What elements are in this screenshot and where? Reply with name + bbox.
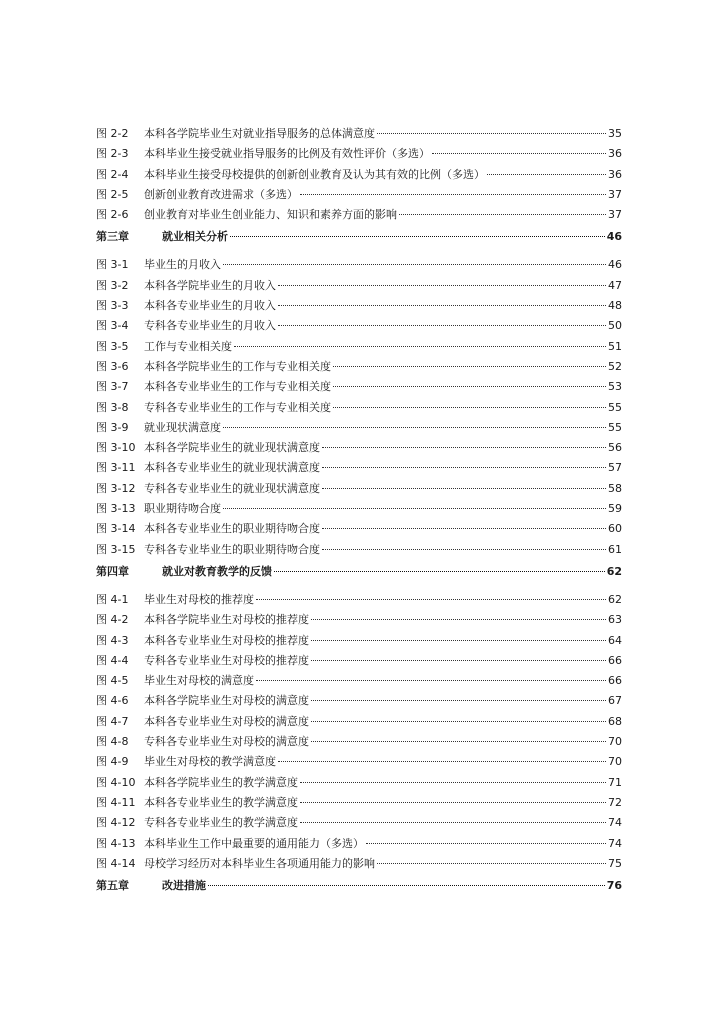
page-number: 61	[608, 542, 622, 556]
dot-leader	[333, 352, 606, 367]
page-number: 70	[608, 755, 622, 769]
page-number: 47	[608, 278, 622, 292]
page-number: 52	[608, 359, 622, 373]
page-number: 57	[608, 461, 622, 475]
entry-title: 就业对教育教学的反馈	[162, 564, 272, 578]
page-number: 55	[608, 420, 622, 434]
figure-label: 图 3-13	[96, 502, 136, 516]
dot-leader	[208, 871, 605, 886]
dot-leader	[311, 626, 606, 641]
entry-title: 专科各专业毕业生的职业期待吻合度	[144, 542, 320, 556]
entry-title: 本科各专业毕业生对母校的推荐度	[144, 633, 309, 647]
page-number: 62	[608, 592, 622, 606]
dot-leader	[322, 433, 606, 448]
dot-leader	[300, 808, 606, 823]
figure-label: 图 4-7	[96, 714, 129, 728]
page-number: 58	[608, 481, 622, 495]
dot-leader	[377, 119, 606, 134]
dot-leader	[256, 585, 606, 600]
chapter-label: 第三章	[96, 230, 129, 244]
entry-title: 本科各专业毕业生对母校的满意度	[144, 714, 309, 728]
entry-title: 本科毕业生工作中最重要的通用能力（多选）	[144, 836, 364, 850]
figure-label: 图 4-6	[96, 694, 129, 708]
entry-title: 专科各专业毕业生对母校的推荐度	[144, 653, 309, 667]
entry-title: 专科各专业毕业生的教学满意度	[144, 816, 298, 830]
dot-leader	[234, 332, 606, 347]
page-number: 67	[608, 694, 622, 708]
page-number: 74	[608, 836, 622, 850]
dot-leader	[366, 829, 606, 844]
toc-figure-entry[interactable]	[96, 538, 622, 558]
page-number: 46	[608, 258, 622, 272]
entry-title: 本科各学院毕业生对母校的推荐度	[144, 613, 309, 627]
dot-leader	[399, 200, 606, 215]
entry-title: 职业期待吻合度	[144, 502, 221, 516]
dot-leader	[432, 139, 606, 154]
entry-title: 母校学习经历对本科毕业生各项通用能力的影响	[144, 856, 375, 870]
figure-label: 图 3-4	[96, 319, 129, 333]
figure-label: 图 4-12	[96, 816, 136, 830]
entry-title: 本科各学院毕业生对就业指导服务的总体满意度	[144, 127, 375, 140]
dot-leader	[322, 474, 606, 489]
figure-label: 图 4-11	[96, 795, 136, 809]
page-number: 55	[608, 400, 622, 414]
figure-label: 图 3-14	[96, 522, 136, 536]
dot-leader	[274, 557, 605, 572]
dot-leader	[311, 605, 606, 620]
page-number: 76	[606, 879, 622, 893]
dot-leader	[300, 788, 606, 803]
page-number: 74	[608, 816, 622, 830]
entry-title: 专科各专业毕业生对母校的满意度	[144, 735, 309, 749]
figure-label: 图 4-1	[96, 592, 129, 606]
page-number: 72	[608, 795, 622, 809]
entry-title: 工作与专业相关度	[144, 339, 232, 353]
entry-title: 创新创业教育改进需求（多选）	[144, 187, 298, 201]
entry-title: 毕业生对母校的满意度	[144, 674, 254, 688]
table-of-contents	[96, 122, 622, 902]
dot-leader	[311, 727, 606, 742]
figure-label: 图 4-8	[96, 735, 129, 749]
figure-label: 图 3-11	[96, 461, 136, 475]
toc-chapter-entry[interactable]	[96, 872, 622, 902]
figure-label: 图 3-8	[96, 400, 129, 414]
entry-title: 毕业生对母校的教学满意度	[144, 755, 276, 769]
toc-chapter-entry[interactable]	[96, 223, 622, 253]
page-number: 56	[608, 441, 622, 455]
entry-title: 本科各专业毕业生的工作与专业相关度	[144, 380, 331, 394]
entry-title: 毕业生对母校的推荐度	[144, 592, 254, 606]
figure-label: 图 3-5	[96, 339, 129, 353]
figure-label: 图 4-14	[96, 856, 136, 870]
dot-leader	[223, 413, 606, 428]
dot-leader	[311, 707, 606, 722]
page-number: 75	[608, 856, 622, 870]
page-number: 64	[608, 633, 622, 647]
page-number: 35	[608, 127, 622, 140]
figure-label: 图 2-6	[96, 208, 129, 222]
figure-label: 图 2-4	[96, 167, 129, 181]
figure-label: 图 4-3	[96, 633, 129, 647]
entry-title: 本科毕业生接受就业指导服务的比例及有效性评价（多选）	[144, 147, 430, 161]
page-number: 63	[608, 613, 622, 627]
entry-title: 专科各专业毕业生的月收入	[144, 319, 276, 333]
figure-label: 图 3-9	[96, 420, 129, 434]
page-number: 71	[608, 775, 622, 789]
figure-label: 图 3-6	[96, 359, 129, 373]
dot-leader	[300, 180, 606, 195]
figure-label: 图 3-3	[96, 299, 129, 313]
page-number: 68	[608, 714, 622, 728]
page-number: 70	[608, 735, 622, 749]
page-number: 46	[606, 230, 622, 244]
figure-label: 图 4-5	[96, 674, 129, 688]
toc-chapter-entry[interactable]	[96, 558, 622, 588]
page-number: 50	[608, 319, 622, 333]
figure-label: 图 3-7	[96, 380, 129, 394]
figure-label: 图 3-10	[96, 441, 136, 455]
page-number: 66	[608, 653, 622, 667]
toc-figure-entry[interactable]	[96, 203, 622, 223]
figure-label: 图 3-2	[96, 278, 129, 292]
dot-leader	[300, 768, 606, 783]
dot-leader	[278, 747, 606, 762]
entry-title: 本科各学院毕业生的就业现状满意度	[144, 441, 320, 455]
page-number: 51	[608, 339, 622, 353]
page-number: 37	[608, 187, 622, 201]
entry-title: 专科各专业毕业生的工作与专业相关度	[144, 400, 331, 414]
entry-title: 就业相关分析	[162, 230, 228, 244]
page-number: 66	[608, 674, 622, 688]
figure-label: 图 4-10	[96, 775, 136, 789]
dot-leader	[278, 311, 606, 326]
dot-leader	[333, 372, 606, 387]
dot-leader	[223, 494, 606, 509]
chapter-label: 第四章	[96, 564, 129, 578]
page-number: 36	[608, 147, 622, 161]
dot-leader	[311, 686, 606, 701]
page-number: 59	[608, 502, 622, 516]
page-number: 37	[608, 208, 622, 222]
figure-label: 图 3-12	[96, 481, 136, 495]
figure-label: 图 2-2	[96, 127, 129, 140]
entry-title: 毕业生的月收入	[144, 258, 221, 272]
page-number: 60	[608, 522, 622, 536]
dot-leader	[377, 849, 606, 864]
figure-label: 图 2-3	[96, 147, 129, 161]
page-number: 48	[608, 299, 622, 313]
toc-figure-entry[interactable]	[96, 852, 622, 872]
page-number: 36	[608, 167, 622, 181]
entry-title: 本科各专业毕业生的教学满意度	[144, 795, 298, 809]
figure-label: 图 3-1	[96, 258, 129, 272]
figure-label: 图 4-9	[96, 755, 129, 769]
entry-title: 本科各学院毕业生对母校的满意度	[144, 694, 309, 708]
figure-label: 图 4-13	[96, 836, 136, 850]
entry-title: 本科毕业生接受母校提供的创新创业教育及认为其有效的比例（多选）	[144, 167, 485, 181]
dot-leader	[322, 535, 606, 550]
entry-title: 本科各专业毕业生的月收入	[144, 299, 276, 313]
figure-label: 图 4-2	[96, 613, 129, 627]
dot-leader	[278, 271, 606, 286]
entry-title: 创业教育对毕业生创业能力、知识和素养方面的影响	[144, 208, 397, 222]
figure-label: 图 3-15	[96, 542, 136, 556]
entry-title: 本科各学院毕业生的教学满意度	[144, 775, 298, 789]
page-number: 62	[606, 564, 622, 578]
entry-title: 本科各专业毕业生的职业期待吻合度	[144, 522, 320, 536]
entry-title: 本科各专业毕业生的就业现状满意度	[144, 461, 320, 475]
dot-leader	[311, 646, 606, 661]
figure-label: 图 4-4	[96, 653, 129, 667]
dot-leader	[333, 393, 606, 408]
dot-leader	[278, 291, 606, 306]
page-number: 53	[608, 380, 622, 394]
chapter-label: 第五章	[96, 879, 129, 893]
entry-title: 本科各学院毕业生的工作与专业相关度	[144, 359, 331, 373]
dot-leader	[256, 666, 606, 681]
dot-leader	[230, 222, 605, 237]
figure-label: 图 2-5	[96, 187, 129, 201]
entry-title: 就业现状满意度	[144, 420, 221, 434]
dot-leader	[322, 453, 606, 468]
entry-title: 本科各学院毕业生的月收入	[144, 278, 276, 292]
dot-leader	[487, 160, 606, 175]
entry-title: 专科各专业毕业生的就业现状满意度	[144, 481, 320, 495]
entry-title: 改进措施	[162, 879, 206, 893]
dot-leader	[223, 250, 606, 265]
dot-leader	[322, 514, 606, 529]
